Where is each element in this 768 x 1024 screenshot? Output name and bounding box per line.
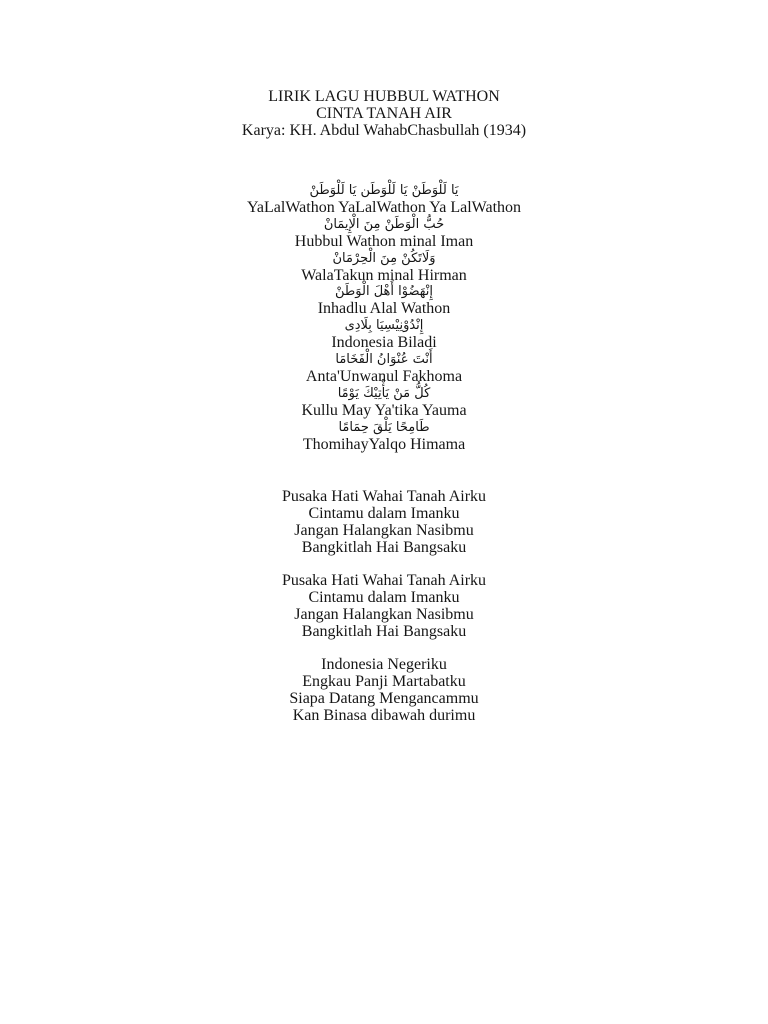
stanza-line: Jangan Halangkan Nasibmu [294,605,474,623]
latin-line: YaLalWathon YaLalWathon Ya LalWathon [246,198,522,216]
stanza-section [0,488,768,724]
stanza-line: Bangkitlah Hai Bangsaku [301,538,467,556]
arabic-line: إِنْهَضُوْا أَهْلَ الْوَطَنْ [335,284,433,300]
latin-line: WalaTakun minal Hirman [301,266,467,284]
stanza-line: Cintamu dalam Imanku [308,588,460,606]
arabic-line: يَا لَلْوَطَنْ يَا لَلْوَطَن يَا لَلْوَطَنْ [309,183,459,198]
arabic-line: وَلَاتَكُنْ مِنَ الْحِرْمَانْ [332,250,436,266]
stanza-line: Engkau Panji Martabatku [302,672,466,690]
stanza-line: Siapa Datang Mengancammu [289,689,479,707]
stanza-line: Bangkitlah Hai Bangsaku [301,622,467,640]
stanza-2 [0,572,768,640]
latin-line: Inhadlu Alal Wathon [317,300,451,318]
arabic-line: أَنْتَ عُنْوَانُ الْفَخَامَا [335,352,433,368]
arabic-line: طَامِحًا يَلْقَ حِمَامًا [338,419,430,435]
latin-line: Indonesia Biladi [331,334,437,352]
stanza-line: Kan Binasa dibawah durimu [292,706,476,724]
document-title: LIRIK LAGU HUBBUL WATHON [268,88,500,105]
latin-line: ThomihayYalqo Himama [302,435,466,453]
latin-line: Anta'Unwanul Fakhoma [305,367,463,385]
title-block [0,88,768,139]
document-author-line: Karya: KH. Abdul WahabChasbullah (1934) [241,122,527,139]
verse-block [0,183,768,454]
arabic-line: حُبُّ الْوَطَنْ مِنَ الْإِيمَانْ [323,216,445,232]
latin-line: Hubbul Wathon minal Iman [294,232,474,250]
arabic-line: كُلُّ مَنْ يَأْتِيْكَ يَوْمًا [337,385,431,401]
arabic-line: إِنْدُوْنِيْسِيَا بِلَادِى [344,318,424,334]
stanza-line: Pusaka Hati Wahai Tanah Airku [281,571,487,589]
document-subtitle: CINTA TANAH AIR [316,105,452,122]
stanza-1 [0,488,768,556]
stanza-3 [0,656,768,724]
stanza-line: Jangan Halangkan Nasibmu [294,521,474,539]
latin-line: Kullu May Ya'tika Yauma [301,401,467,419]
stanza-line: Indonesia Negeriku [321,655,447,673]
stanza-line: Pusaka Hati Wahai Tanah Airku [281,487,487,505]
stanza-line: Cintamu dalam Imanku [308,504,460,522]
